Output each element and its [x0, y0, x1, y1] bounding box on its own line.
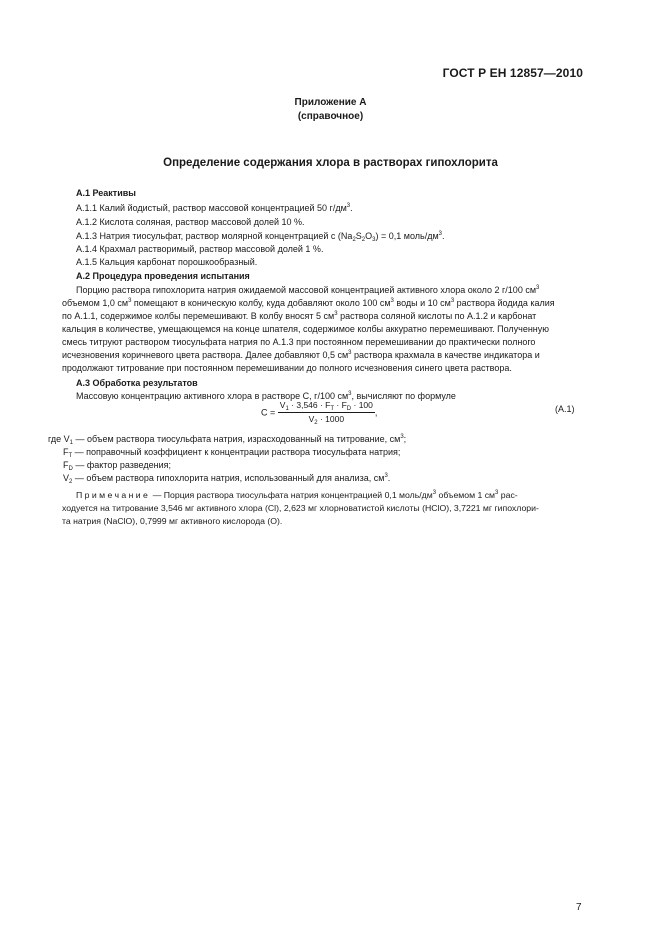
where-line-3: $F_D$ — фактор разведения;	[63, 460, 171, 472]
procedure-line-1: Порцию раствора гипохлорита натрия ожидаемой массовой концентрацией активного хлора около 2 г/100 $см^3$	[76, 285, 540, 295]
formula-denominator: $V_2 \cdot 1000$	[308, 414, 345, 426]
standard-code: ГОСТ Р ЕН 12857—2010	[442, 66, 583, 80]
procedure-line-6: исчезновения коричневого цвета раствора. Далее добавляют 0,5 $см^3$ раствора крахмала в качестве индикатора и	[62, 350, 540, 360]
reagent-item-4: A.1.4 Крахмал растворимый, раствор массовой долей 1 %.	[76, 244, 324, 254]
section-heading-reagents: A.1 Реактивы	[76, 188, 136, 198]
reagent-item-2: A.1.2 Кислота соляная, раствор массовой долей 10 %.	[76, 217, 305, 227]
section-heading-procedure: A.2 Процедура проведения испытания	[76, 271, 250, 281]
where-line-1: где $V_1$ — объем раствора тиосульфата натрия, израсходованный на титрование, $см^3$;	[48, 434, 407, 446]
formula-number: (A.1)	[555, 404, 575, 414]
appendix-subtitle: (справочное)	[297, 111, 364, 122]
note-line-2: ходуется на титрование 3,546 мг активного хлора (Cl), 2,623 мг хлорноватистой кислоты (HClO), 3,7221 мг гипохлори-	[62, 503, 539, 513]
formula-fraction	[278, 400, 375, 425]
where-line-2: $F_T$ — поправочный коэффициент к концентрации раствора тиосульфата натрия;	[63, 447, 401, 459]
note-line-3: та натрия (NaClO), 0,7999 мг активного кислорода (O).	[62, 516, 283, 526]
procedure-line-3: по A.1.1, содержимое колбы перемешивают. В колбу вносят 5 $см^3$ раствора соляной кислоты по A.1.2 и карбонат	[62, 311, 537, 321]
section-heading-results: A.3 Обработка результатов	[76, 378, 198, 388]
page-number: 7	[576, 902, 582, 913]
reagent-item-5: A.1.5 Кальция карбонат порошкообразный.	[76, 257, 258, 267]
document-title: Определение содержания хлора в растворах гипохлорита	[163, 157, 498, 169]
formula-a1: C = $\frac{V_1 \cdot 3,546 \cdot F_T \cdot F_D \cdot 100}{V_2 \cdot 1000}$ ,	[261, 400, 378, 426]
reagent-item-1: A.1.1 Калий йодистый, раствор массовой концентрацией 50 $г/дм^3$.	[76, 203, 353, 213]
procedure-line-2: объемом 1,0 $см^3$ помещают в коническую колбу, куда добавляют около 100 $см^3$ воды и 10 $см^3$ раствора йодида калия	[62, 298, 555, 308]
procedure-line-5: смесь титруют раствором тиосульфата натрия по A.1.3 при постоянном перемешивании до практически полного	[62, 337, 536, 347]
where-line-4: $V_2$ — объем раствора гипохлорита натрия, использованный для анализа, $см^3$.	[63, 473, 391, 485]
results-intro: Массовую концентрацию активного хлора в растворе C, г/100 $см^3$, вычисляют по формуле	[76, 391, 456, 401]
procedure-line-7: продолжают титрование при постоянном перемешивании до полного исчезновения синего цвета раствора.	[62, 363, 512, 373]
note-line-1: Примечание — Порция раствора тиосульфата натрия концентрацией 0,1 моль/$дм^3$ объемом 1 $см^3$ рас-	[76, 490, 518, 500]
appendix-heading	[0, 96, 661, 124]
reagent-item-3: A.1.3 Натрия тиосульфат, раствор молярной концентрацией c $(Na_2S_2O_3) = 0,1$ моль/$дм^3$.	[76, 231, 445, 243]
appendix-title: Приложение А	[294, 97, 367, 108]
procedure-line-4: кальция в количестве, умещающемся на конце шпателя, содержимое колбы аккуратно перемешивают. Полученную	[62, 324, 550, 334]
formula-numerator: $V_1 \cdot 3,546 \cdot F_T \cdot F_D \cdot 100$	[279, 400, 373, 412]
formula-lhs: C =	[261, 407, 276, 418]
note-label: Примечание	[76, 490, 151, 500]
